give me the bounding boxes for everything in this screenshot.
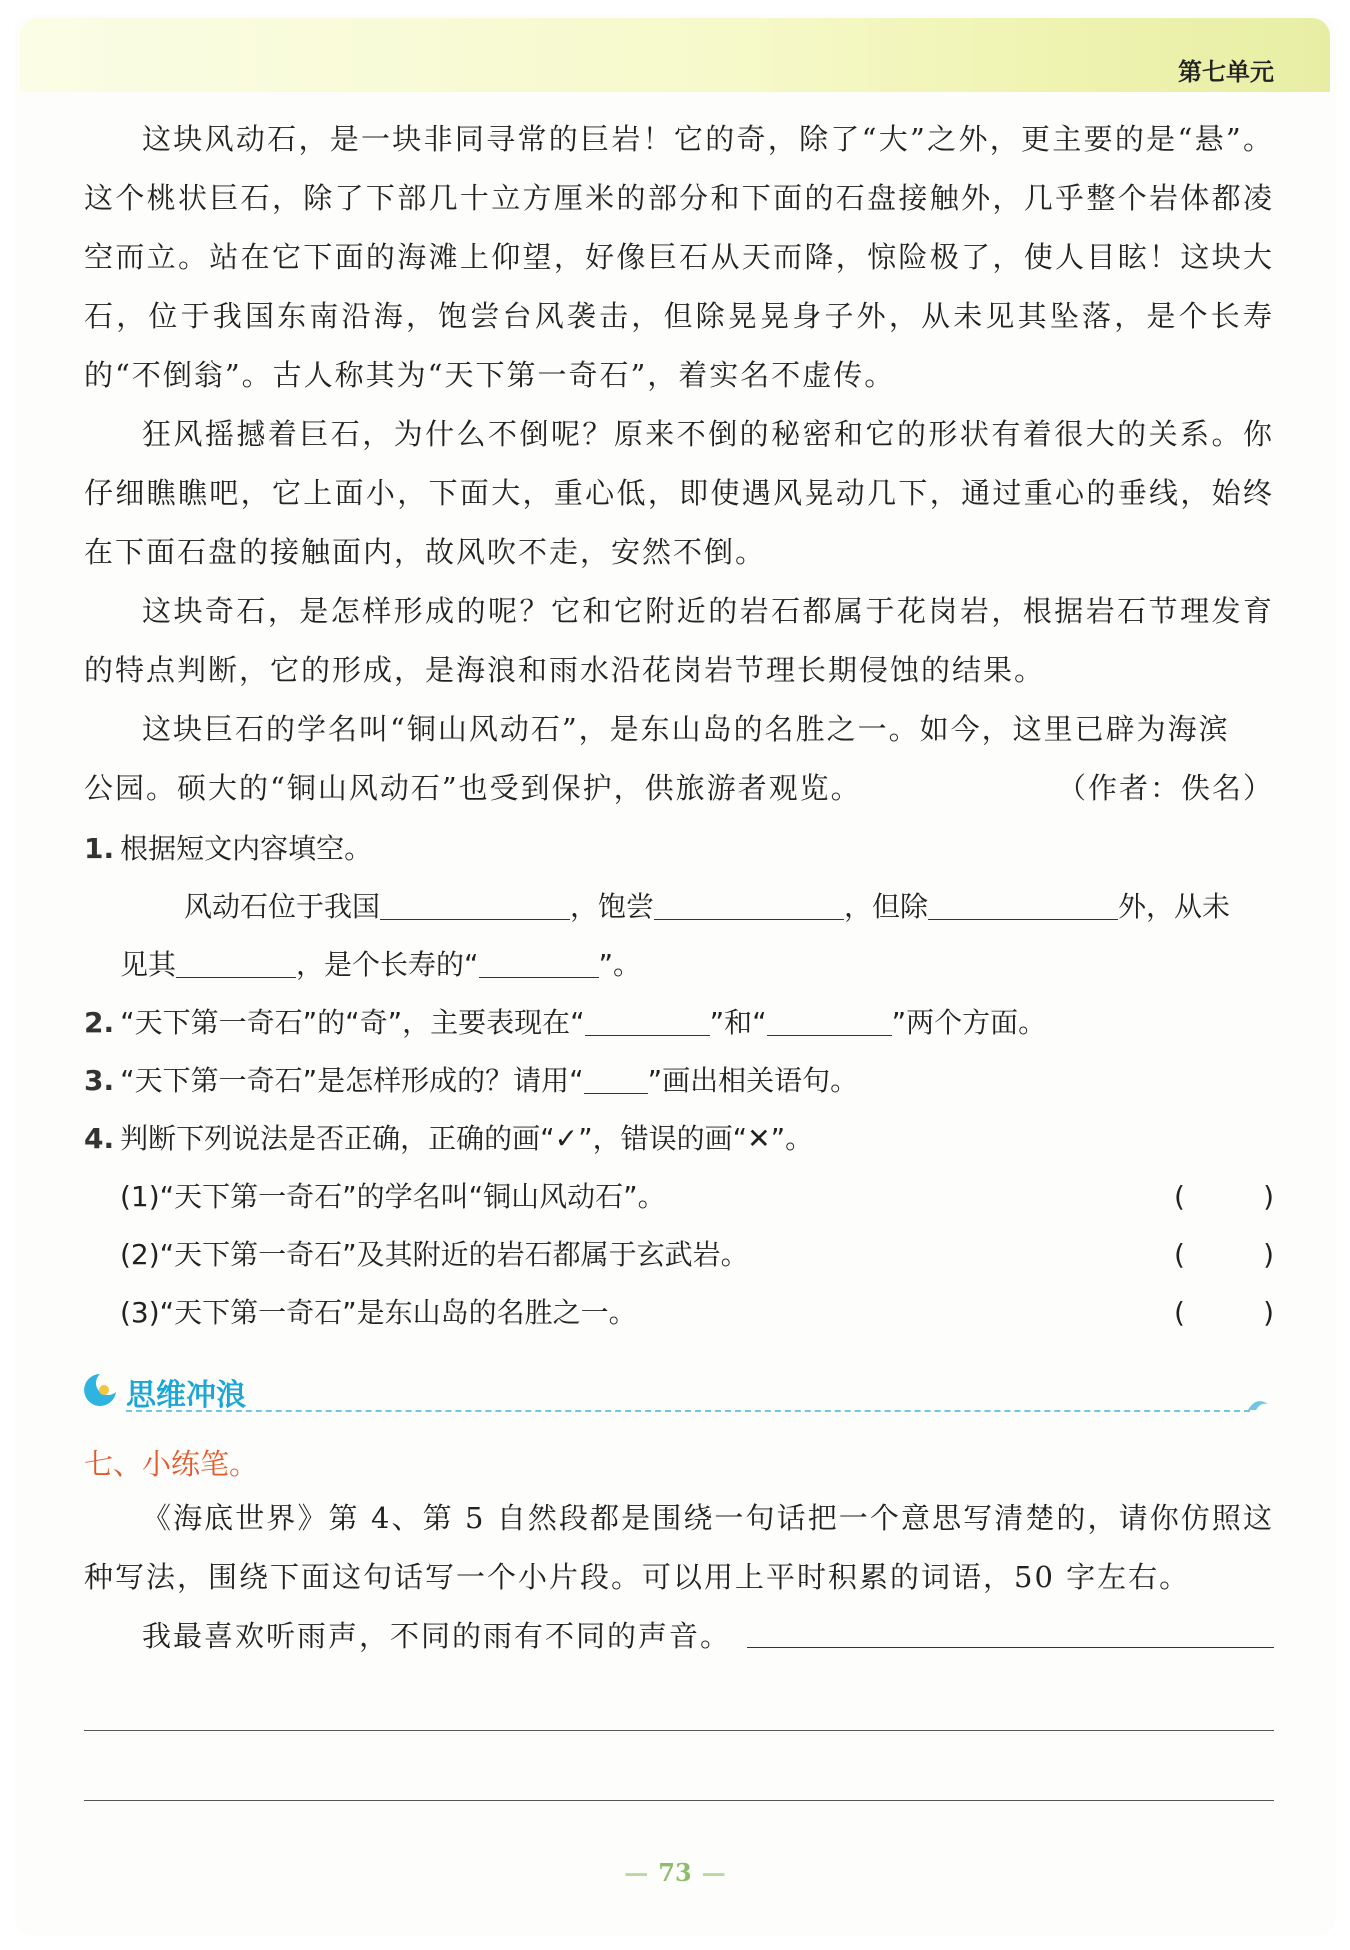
exercise-instruction: 《海底世界》第 4、第 5 自然段都是围绕一句话把一个意思写清楚的，请你仿照这种写法，围绕下面这句话写一个小片段。可以用上平时积累的词语，50 字左右。 bbox=[84, 1501, 1274, 1594]
question-text: 判断下列说法是否正确，正确的画“✓”，错误的画“✕”。 bbox=[120, 1122, 814, 1155]
question-4 bbox=[84, 1110, 1274, 1168]
article-paragraph-last-line2: 公园。硕大的“铜山风动石”也受到保护，供旅游者观览。 bbox=[84, 771, 862, 805]
question-text: ”两个方面。 bbox=[891, 1006, 1047, 1039]
fill-text: 见其 bbox=[120, 948, 177, 981]
question-1-line1 bbox=[84, 878, 1274, 936]
judge-statement: (3)“天下第一奇石”是东山岛的名胜之一。 bbox=[120, 1296, 637, 1329]
fill-text: 风动石位于我国 bbox=[184, 890, 381, 923]
page-number-dash: — bbox=[624, 1858, 649, 1887]
answer-blank[interactable] bbox=[479, 947, 599, 978]
underline-sample bbox=[584, 1063, 648, 1094]
unit-label: 第七单元 bbox=[1178, 58, 1274, 86]
paren-open: ( bbox=[1174, 1180, 1185, 1213]
judge-statement: (2)“天下第一奇石”及其附近的岩石都属于玄武岩。 bbox=[120, 1238, 749, 1271]
section-divider bbox=[126, 1410, 1250, 1412]
article-last-line bbox=[84, 759, 1274, 818]
exercise-prompt: 我最喜欢听雨声，不同的雨有不同的声音。 bbox=[142, 1619, 732, 1653]
article-paragraph: 这块奇石，是怎样形成的呢？它和它附近的岩石都属于花岗岩，根据岩石节理发育的特点判断，它的形成，是海浪和雨水沿花岗岩节理长期侵蚀的结果。 bbox=[84, 594, 1274, 687]
judge-statement: (1)“天下第一奇石”的学名叫“铜山风动石”。 bbox=[120, 1180, 666, 1213]
header-band bbox=[20, 18, 1330, 92]
answer-parentheses[interactable] bbox=[1174, 1168, 1274, 1226]
paren-close: ) bbox=[1263, 1238, 1274, 1271]
paren-close: ) bbox=[1263, 1180, 1274, 1213]
answer-blank[interactable] bbox=[585, 1005, 710, 1036]
article bbox=[84, 110, 1274, 818]
question-text: ”和“ bbox=[709, 1006, 767, 1039]
article-paragraph: 这块风动石，是一块非同寻常的巨岩！它的奇，除了“大”之外，更主要的是“悬”。这个桃状巨石，除了下部几十立方厘米的部分和下面的石盘接触外，几乎整个岩体都凌空而立。站在它下面的海滩上仰望，好像巨石从天而降，惊险极了，使人目眩！这块大石，位于我国东南沿海，饱尝台风袭击，但除晃晃身子外，从未见其坠落，是个长寿的“不倒翁”。古人称其为“天下第一奇石”，着实名不虚传。 bbox=[84, 122, 1274, 392]
section-title: 思维冲浪 bbox=[126, 1378, 246, 1413]
answer-blank[interactable] bbox=[928, 889, 1118, 920]
fill-text: ，是个长寿的“ bbox=[296, 948, 479, 981]
exercise-prompt-line bbox=[84, 1607, 1274, 1666]
answer-line[interactable] bbox=[84, 1800, 1274, 1801]
answer-parentheses[interactable] bbox=[1174, 1284, 1274, 1342]
answer-line[interactable] bbox=[747, 1607, 1274, 1648]
answer-blank[interactable] bbox=[654, 889, 844, 920]
question-number: 1. bbox=[84, 832, 115, 865]
fill-text: ”。 bbox=[598, 948, 642, 981]
section-header bbox=[80, 1370, 1270, 1418]
answer-blank[interactable] bbox=[767, 1005, 892, 1036]
question-text: ”画出相关语句。 bbox=[647, 1064, 859, 1097]
answer-blank[interactable] bbox=[176, 947, 296, 978]
judge-item bbox=[84, 1226, 1274, 1284]
answer-parentheses[interactable] bbox=[1174, 1226, 1274, 1284]
answer-line[interactable] bbox=[84, 1730, 1274, 1731]
page-number bbox=[0, 1858, 1350, 1887]
question-1-line2 bbox=[84, 936, 1274, 994]
paren-close: ) bbox=[1263, 1296, 1274, 1329]
fill-text: 外，从未 bbox=[1118, 890, 1231, 923]
question-1 bbox=[84, 820, 1274, 878]
writing-exercise bbox=[84, 1442, 1274, 1666]
question-text: 根据短文内容填空。 bbox=[120, 832, 373, 865]
fill-text: ，但除 bbox=[844, 890, 929, 923]
questions bbox=[84, 820, 1274, 1342]
fill-text: ，饱尝 bbox=[570, 890, 655, 923]
paren-open: ( bbox=[1174, 1296, 1185, 1329]
question-3 bbox=[84, 1052, 1274, 1110]
paren-open: ( bbox=[1174, 1238, 1185, 1271]
wave-icon bbox=[80, 1370, 120, 1410]
wave-end-icon bbox=[1246, 1394, 1270, 1414]
judge-item bbox=[84, 1284, 1274, 1342]
article-paragraph-last-line1: 这块巨石的学名叫“铜山风动石”，是东山岛的名胜之一。如今，这里已辟为海滨 bbox=[142, 712, 1230, 746]
exercise-title: 七、小练笔。 bbox=[84, 1447, 259, 1481]
article-paragraph: 狂风摇撼着巨石，为什么不倒呢？原来不倒的秘密和它的形状有着很大的关系。你仔细瞧瞧吧，它上面小，下面大，重心低，即使遇风晃动几下，通过重心的垂线，始终在下面石盘的接触面内，故风吹不走，安然不倒。 bbox=[84, 417, 1274, 569]
question-text: “天下第一奇石”是怎样形成的？请用“ bbox=[120, 1064, 584, 1097]
answer-blank[interactable] bbox=[380, 889, 570, 920]
page-number-dash: — bbox=[701, 1858, 726, 1887]
question-number: 4. bbox=[84, 1122, 115, 1155]
question-2 bbox=[84, 994, 1274, 1052]
page-number-value: 73 bbox=[658, 1858, 692, 1887]
judge-item bbox=[84, 1168, 1274, 1226]
author-credit: （作者：佚名） bbox=[1056, 771, 1274, 805]
question-number: 3. bbox=[84, 1064, 115, 1097]
question-text: “天下第一奇石”的“奇”，主要表现在“ bbox=[120, 1006, 585, 1039]
question-number: 2. bbox=[84, 1006, 115, 1039]
